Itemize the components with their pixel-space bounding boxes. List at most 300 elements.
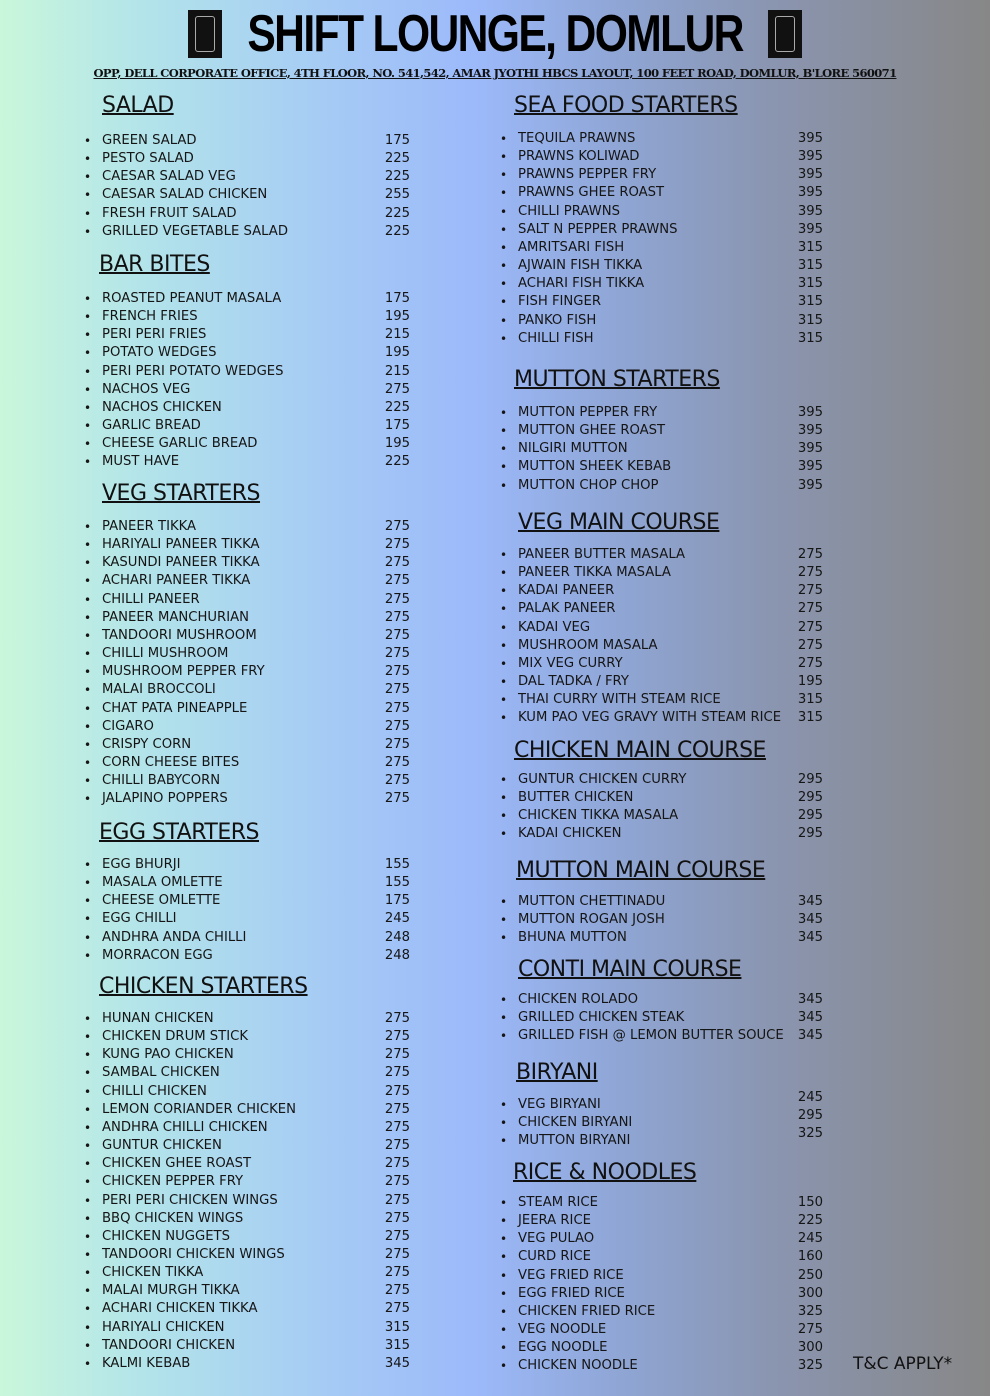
item-price: 215 (384, 363, 410, 379)
bullet-icon: • (500, 584, 508, 599)
menu-item (500, 239, 625, 257)
item-price: 195 (384, 436, 410, 452)
item-price: 275 (384, 664, 410, 680)
item-price: 275 (384, 609, 410, 625)
item-price: 275 (384, 381, 410, 397)
item-name: VEG BIRYANI (518, 1097, 601, 1112)
bullet-icon: • (500, 620, 508, 635)
item-price: 275 (384, 1301, 410, 1317)
item-name: AJWAIN FISH TIKKA (518, 258, 643, 274)
item-price: 275 (797, 637, 823, 653)
item-price: 275 (797, 619, 823, 635)
item-price: 275 (384, 1283, 410, 1299)
bullet-icon: • (84, 364, 92, 379)
bullet-icon: • (84, 894, 92, 909)
bullet-icon: • (500, 478, 508, 493)
bullet-icon: • (500, 442, 508, 457)
item-name: KASUNDI PANEER TIKKA (102, 555, 260, 571)
item-name: MUST HAVE (102, 454, 180, 470)
menu-item (500, 458, 672, 476)
item-price: 295 (797, 826, 823, 842)
item-price: 275 (384, 1138, 410, 1154)
menu-item (500, 564, 671, 582)
bullet-icon: • (500, 931, 508, 946)
bullet-icon: • (84, 1229, 92, 1244)
item-price: 225 (384, 223, 410, 239)
menu-item (84, 518, 197, 536)
menu-item (84, 435, 258, 453)
bullet-icon: • (500, 1341, 508, 1356)
item-name: PERI PERI FRIES (102, 327, 207, 343)
item-price: 175 (384, 893, 410, 909)
bullet-icon: • (84, 647, 92, 662)
bullet-icon: • (84, 701, 92, 716)
item-price: 295 (797, 790, 823, 806)
menu-item (500, 807, 679, 825)
menu-item (500, 600, 616, 618)
bullet-icon: • (500, 656, 508, 671)
item-price: 395 (797, 459, 823, 475)
item-price: 275 (384, 555, 410, 571)
menu-item (84, 772, 221, 790)
item-price: 315 (797, 710, 823, 726)
item-name: EGG BHURJI (102, 857, 181, 872)
bullet-icon: • (500, 150, 508, 165)
item-price: 395 (797, 203, 823, 219)
item-price: 345 (797, 992, 823, 1007)
item-price: 275 (797, 655, 823, 671)
shift-logo-icon (768, 10, 802, 58)
item-price: 275 (384, 1047, 410, 1063)
bullet-icon: • (500, 460, 508, 475)
bullet-icon: • (500, 993, 508, 1007)
menu-item (84, 290, 282, 308)
item-price: 275 (384, 1228, 410, 1244)
menu-item (500, 546, 685, 564)
bullet-icon: • (500, 295, 508, 310)
menu-item (500, 440, 628, 458)
item-name: MASALA OMLETTE (102, 875, 223, 891)
item-name: GUNTUR CHICKEN CURRY (518, 772, 687, 787)
item-price: 275 (797, 547, 823, 562)
item-price: 275 (384, 627, 410, 643)
menu-item (84, 736, 192, 754)
bullet-icon: • (84, 1102, 92, 1117)
item-price: 225 (384, 205, 410, 221)
menu-item (84, 1264, 204, 1282)
item-name: BBQ CHICKEN WINGS (102, 1210, 244, 1226)
menu-item (500, 1339, 608, 1357)
item-price: 275 (384, 1011, 410, 1026)
bullet-icon: • (500, 711, 508, 726)
menu-item (500, 293, 602, 311)
menu-item (84, 663, 265, 681)
bullet-icon: • (500, 693, 508, 708)
item-name: CORN CHEESE BITES (102, 754, 240, 770)
bullet-icon: • (84, 1139, 92, 1154)
item-price: 275 (797, 565, 823, 581)
item-price: 325 (797, 1126, 823, 1142)
section-heading: VEG STARTERS (102, 481, 261, 506)
menu-item (84, 572, 251, 590)
item-name: PANEER TIKKA (102, 519, 197, 534)
bullet-icon: • (500, 1232, 508, 1247)
item-price: 315 (797, 276, 823, 292)
menu-item (84, 1210, 244, 1228)
item-name: ACHARI FISH TIKKA (518, 276, 645, 292)
bullet-icon: • (84, 1302, 92, 1317)
bullet-icon: • (84, 1211, 92, 1226)
bullet-icon: • (500, 566, 508, 581)
menu-item (84, 1028, 248, 1046)
menu-item (84, 1137, 222, 1155)
bullet-icon: • (500, 895, 508, 909)
item-name: MUTTON ROGAN JOSH (518, 912, 665, 928)
item-price: 345 (797, 1028, 823, 1044)
bullet-icon: • (500, 791, 508, 806)
item-price: 275 (384, 646, 410, 662)
item-price: 150 (797, 1195, 823, 1210)
menu-item (84, 1173, 244, 1191)
menu-item (500, 911, 665, 929)
bullet-icon: • (84, 437, 92, 452)
bullet-icon: • (84, 1120, 92, 1135)
menu-item (500, 330, 594, 348)
item-price: 275 (384, 1101, 410, 1117)
menu-item (500, 582, 615, 600)
menu-item (500, 673, 629, 691)
item-name: MUTTON CHETTINADU (518, 894, 666, 909)
item-name: GUNTUR CHICKEN (102, 1138, 222, 1154)
menu-item (84, 1228, 230, 1246)
item-price: 315 (384, 1319, 410, 1335)
menu-item (84, 363, 284, 381)
item-price: 175 (384, 418, 410, 434)
bullet-icon: • (84, 1266, 92, 1281)
bullet-icon: • (500, 1196, 508, 1210)
item-price: 315 (797, 239, 823, 255)
bullet-icon: • (500, 809, 508, 824)
menu-item (500, 404, 658, 422)
bullet-icon: • (84, 719, 92, 734)
bullet-icon: • (84, 755, 92, 770)
menu-item (84, 718, 154, 736)
bullet-icon: • (500, 1214, 508, 1229)
item-price: 248 (384, 947, 410, 963)
item-price: 345 (384, 1355, 410, 1371)
menu-item (84, 417, 201, 435)
bullet-icon: • (500, 1134, 508, 1149)
item-name: HUNAN CHICKEN (102, 1011, 214, 1026)
menu-item (84, 205, 237, 223)
bullet-icon: • (84, 556, 92, 571)
bullet-icon: • (84, 1193, 92, 1208)
item-name: CHAT PATA PINEAPPLE (102, 700, 248, 716)
menu-item (84, 1319, 225, 1337)
bullet-icon: • (500, 204, 508, 219)
bullet-icon: • (84, 328, 92, 343)
section-heading: SALAD (102, 93, 174, 118)
bullet-icon: • (84, 876, 92, 891)
item-name: JALAPINO POPPERS (102, 791, 228, 807)
item-price: 315 (797, 312, 823, 328)
item-price: 345 (797, 894, 823, 909)
bullet-icon: • (500, 132, 508, 146)
item-price: 395 (797, 131, 823, 146)
item-price: 275 (384, 1029, 410, 1045)
item-price: 325 (797, 1358, 823, 1374)
menu-item (500, 691, 721, 709)
item-name: MUSHROOM PEPPER FRY (102, 664, 265, 680)
bullet-icon: • (500, 1029, 508, 1044)
section-heading: SEA FOOD STARTERS (514, 93, 738, 118)
item-name: PRAWNS KOLIWAD (518, 149, 640, 165)
item-name: GRILLED VEGETABLE SALAD (102, 223, 288, 239)
bullet-icon: • (84, 1048, 92, 1063)
menu-item (84, 536, 260, 554)
item-name: TANDOORI CHICKEN WINGS (102, 1246, 285, 1262)
section-heading: MUTTON MAIN COURSE (516, 858, 766, 883)
item-name: HARIYALI PANEER TIKKA (102, 537, 260, 553)
item-name: GRILLED FISH @ LEMON BUTTER SOUCE (518, 1028, 784, 1044)
menu-item (84, 1300, 258, 1318)
bullet-icon: • (84, 419, 92, 434)
menu-item (500, 221, 678, 239)
item-price: 160 (797, 1249, 823, 1265)
menu-item (500, 991, 639, 1009)
item-price: 275 (384, 736, 410, 752)
menu-item (500, 257, 643, 275)
item-price: 195 (384, 309, 410, 325)
bullet-icon: • (500, 827, 508, 842)
item-name: JEERA RICE (518, 1213, 591, 1229)
menu-item (500, 1285, 625, 1303)
item-price: 300 (797, 1340, 823, 1356)
item-name: VEG FRIED RICE (518, 1267, 624, 1283)
menu-item (500, 148, 640, 166)
item-name: CAESAR SALAD CHICKEN (102, 187, 268, 203)
item-price: 275 (384, 1119, 410, 1135)
bullet-icon: • (84, 1338, 92, 1353)
item-name: CHEESE OMLETTE (102, 893, 221, 909)
menu-item (500, 1303, 656, 1321)
section-heading: BAR BITES (99, 252, 210, 277)
item-name: KADAI CHICKEN (518, 826, 622, 842)
bullet-icon: • (84, 628, 92, 643)
item-price: 315 (797, 692, 823, 708)
item-price: 395 (797, 405, 823, 420)
item-price: 275 (384, 791, 410, 807)
item-name: CHILLI MUSHROOM (102, 646, 229, 662)
item-price: 255 (384, 187, 410, 203)
menu-item (84, 1155, 252, 1173)
bullet-icon: • (84, 912, 92, 927)
menu-item (500, 1009, 685, 1027)
item-name: PRAWNS PEPPER FRY (518, 167, 657, 183)
menu-item (500, 130, 636, 148)
item-price: 300 (797, 1285, 823, 1301)
item-name: NACHOS VEG (102, 381, 191, 397)
terms-note: T&C APPLY* (853, 1354, 953, 1374)
item-name: AMRITSARI FISH (518, 239, 625, 255)
item-price: 315 (797, 258, 823, 274)
item-price: 175 (384, 133, 410, 148)
item-name: BUTTER CHICKEN (518, 790, 634, 806)
bullet-icon: • (84, 520, 92, 534)
item-name: FRESH FRUIT SALAD (102, 205, 237, 221)
menu-item (84, 874, 223, 892)
item-price: 395 (797, 423, 823, 439)
item-price: 345 (797, 1010, 823, 1026)
bullet-icon: • (500, 259, 508, 274)
bullet-icon: • (84, 1066, 92, 1081)
item-price: 395 (797, 477, 823, 493)
menu-header (0, 4, 990, 64)
item-price: 225 (384, 151, 410, 167)
item-name: MUTTON SHEEK KEBAB (518, 459, 672, 475)
item-name: ANDHRA ANDA CHILLI (102, 929, 247, 945)
item-price: 315 (797, 330, 823, 346)
menu-item (84, 1246, 285, 1264)
item-name: CHICKEN GHEE ROAST (102, 1156, 252, 1172)
menu-item (500, 1132, 631, 1150)
item-price: 345 (797, 912, 823, 928)
section-heading: BIRYANI (516, 1060, 598, 1085)
menu-item (84, 700, 248, 718)
item-name: CHICKEN NUGGETS (102, 1228, 230, 1244)
item-price: 275 (384, 1246, 410, 1262)
item-name: CHICKEN PEPPER FRY (102, 1174, 244, 1190)
bullet-icon: • (84, 170, 92, 185)
item-name: STEAM RICE (518, 1195, 598, 1210)
menu-item (84, 1282, 240, 1300)
section-heading: VEG MAIN COURSE (518, 510, 720, 535)
menu-item (500, 1267, 624, 1285)
menu-item (500, 203, 620, 221)
bullet-icon: • (500, 1323, 508, 1338)
menu-item (84, 1083, 207, 1101)
item-price: 248 (384, 929, 410, 945)
item-price: 275 (384, 754, 410, 770)
item-price: 275 (384, 519, 410, 534)
bullet-icon: • (84, 382, 92, 397)
item-name: CHICKEN NOODLE (518, 1358, 638, 1374)
item-name: KALMI KEBAB (102, 1355, 191, 1371)
item-name: LEMON CORIANDER CHICKEN (102, 1101, 296, 1117)
item-price: 275 (384, 773, 410, 789)
item-name: POTATO WEDGES (102, 345, 217, 361)
bullet-icon: • (500, 1250, 508, 1265)
item-price: 225 (384, 169, 410, 185)
item-name: CHILLI CHICKEN (102, 1083, 207, 1099)
section-heading: CONTI MAIN COURSE (518, 957, 742, 982)
menu-item (500, 709, 782, 727)
menu-item (84, 344, 217, 362)
item-name: PERI PERI POTATO WEDGES (102, 363, 284, 379)
item-name: SAMBAL CHICKEN (102, 1065, 220, 1081)
bullet-icon: • (500, 602, 508, 617)
item-name: MUTTON GHEE ROAST (518, 423, 666, 439)
item-price: 245 (384, 911, 410, 927)
menu-item (84, 554, 260, 572)
item-price: 195 (384, 345, 410, 361)
item-price: 395 (797, 441, 823, 457)
item-name: GREEN SALAD (102, 133, 197, 148)
menu-item (500, 166, 657, 184)
bullet-icon: • (84, 948, 92, 963)
item-name: DAL TADKA / FRY (518, 674, 629, 690)
bullet-icon: • (84, 224, 92, 239)
item-name: EGG FRIED RICE (518, 1285, 625, 1301)
item-name: THAI CURRY WITH STEAM RICE (518, 692, 721, 708)
item-price: 225 (384, 454, 410, 470)
item-name: TANDOORI MUSHROOM (102, 627, 257, 643)
bullet-icon: • (84, 792, 92, 807)
menu-item (84, 1010, 214, 1028)
item-price: 275 (384, 573, 410, 589)
item-price: 295 (797, 1108, 823, 1124)
item-name: EGG NOODLE (518, 1340, 608, 1356)
item-name: CAESAR SALAD VEG (102, 169, 236, 185)
menu-item (84, 1119, 268, 1137)
section-heading: RICE & NOODLES (513, 1160, 697, 1185)
item-price: 275 (384, 1265, 410, 1281)
item-name: CHILLI PRAWNS (518, 203, 620, 219)
menu-item (84, 186, 268, 204)
bullet-icon: • (500, 1098, 508, 1112)
menu-item (84, 223, 288, 241)
bullet-icon: • (84, 930, 92, 945)
bullet-icon: • (500, 240, 508, 255)
item-name: PANEER TIKKA MASALA (518, 565, 671, 581)
item-price: 275 (384, 700, 410, 716)
menu-item (84, 381, 191, 399)
menu-item (500, 184, 665, 202)
bullet-icon: • (84, 1175, 92, 1190)
bullet-icon: • (84, 610, 92, 625)
item-price: 275 (384, 1156, 410, 1172)
bullet-icon: • (84, 1012, 92, 1026)
item-name: VEG NOODLE (518, 1322, 607, 1338)
item-price: 275 (384, 1083, 410, 1099)
bullet-icon: • (500, 406, 508, 420)
menu-item (500, 1230, 595, 1248)
bullet-icon: • (500, 277, 508, 292)
section-heading: CHICKEN MAIN COURSE (514, 738, 766, 763)
menu-item (84, 754, 240, 772)
item-name: PANKO FISH (518, 312, 597, 328)
item-price: 155 (384, 857, 410, 872)
bullet-icon: • (84, 538, 92, 553)
menu-item (84, 1064, 220, 1082)
item-name: ACHARI CHICKEN TIKKA (102, 1301, 258, 1317)
menu-item (500, 1194, 598, 1212)
item-name: PALAK PANEER (518, 601, 616, 617)
menu-item (84, 1046, 234, 1064)
menu-item (84, 453, 180, 471)
item-name: MUTTON BIRYANI (518, 1133, 631, 1149)
item-name: PERI PERI CHICKEN WINGS (102, 1192, 278, 1208)
item-name: MUTTON CHOP CHOP (518, 477, 659, 493)
item-price: 275 (384, 591, 410, 607)
item-name: TEQUILA PRAWNS (518, 131, 636, 146)
restaurant-name: SHIFT LOUNGE, DOMLUR (247, 5, 743, 63)
item-price: 295 (797, 772, 823, 787)
item-name: PANEER MANCHURIAN (102, 609, 249, 625)
item-price: 295 (797, 808, 823, 824)
menu-item (84, 150, 194, 168)
item-name: SALT N PEPPER PRAWNS (518, 221, 678, 237)
